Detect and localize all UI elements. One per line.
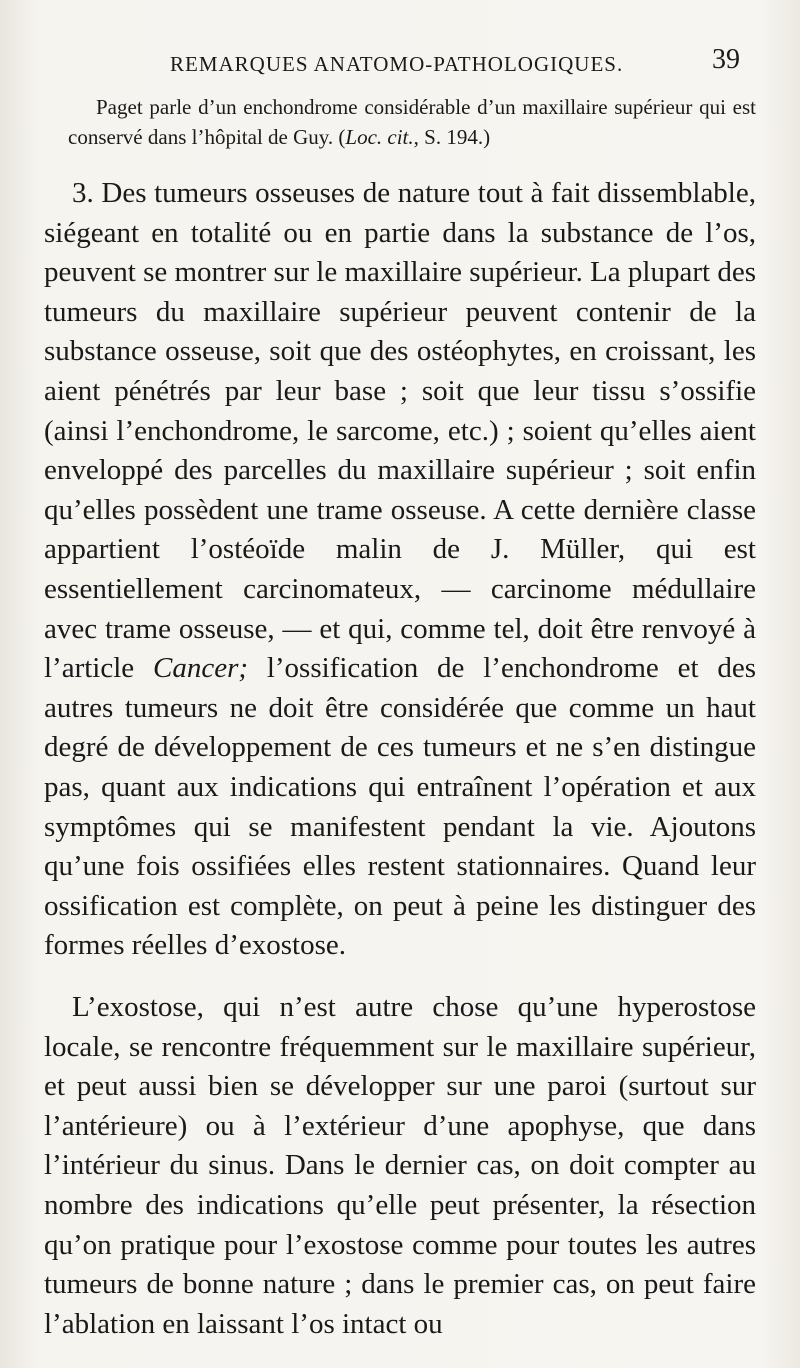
paragraph-2-text: L’exostose, qui n’est autre chose qu’une hyperostose locale, se rencontre fréquemment sur le maxillaire supérieur, et peut aussi bien se développer sur une paroi (surtout sur l’antérieure) ou à l’extérieur d’une apophyse, que dans l’intérieur du sinus. Dans le dernier cas, on doit compter au nombre des indications qu’elle peut présenter, la résection qu’on pratique pour l’exostose comme pour toutes les autres tumeurs de bonne nature ; dans le premier cas, on peut faire l’ablation en laissant l’os intact ou: [44, 991, 756, 1340]
note-text-before: Paget parle d’un enchondrome considérable d’un maxillaire supérieur qui est conservé dans l’hôpital de Guy. (: [68, 95, 756, 149]
note-citation: Loc. cit.: [345, 125, 414, 149]
paragraph-1: [44, 174, 756, 966]
paragraph-2: [44, 988, 756, 1344]
page-number: 39: [712, 44, 740, 75]
paragraph-1-part-2: l’ossification de l’enchondrome et des autres tumeurs ne doit être considérée que comme un haut degré de développement de ces tumeurs et ne s’en distingue pas, quant aux indications qui entraînent l’opération et aux symptômes qui se manifestent pendant la vie. Ajoutons qu’une fois ossifiées elles restent stationnaires. Quand leur ossification est complète, on peut à peine les distinguer des formes réelles d’exostose.: [44, 652, 756, 962]
paragraph-1-italic: Cancer;: [152, 652, 249, 685]
running-head: REMARQUES ANATOMO-PATHOLOGIQUES.: [170, 52, 624, 76]
note-text-after: , S. 194.): [413, 125, 491, 149]
page-header: [170, 44, 770, 84]
paragraph-1-part-1: 3. Des tumeurs osseuses de nature tout à fait dissemblable, siégeant en totalité ou en partie dans la substance de l’os, peuvent se montrer sur le maxillaire supérieur. La plupart des tumeurs du maxillaire supérieur peuvent contenir de la substance osseuse, soit que des ostéophytes, en croissant, les aient pénétrés par leur base ; soit que leur tissu s’ossifie (ainsi l’enchondrome, le sarcome, etc.) ; soient qu’elles aient enveloppé des parcelles du maxillaire supérieur ; soit enfin qu’elles possèdent une trame osseuse. A cette dernière classe appartient l’ostéoïde malin de J. Müller, qui est essentiellement carcinomateux, — carcinome médullaire avec trame osseuse, — et qui, comme tel, doit être renvoyé à l’article: [44, 177, 756, 685]
footnote-paragraph: [44, 92, 756, 152]
